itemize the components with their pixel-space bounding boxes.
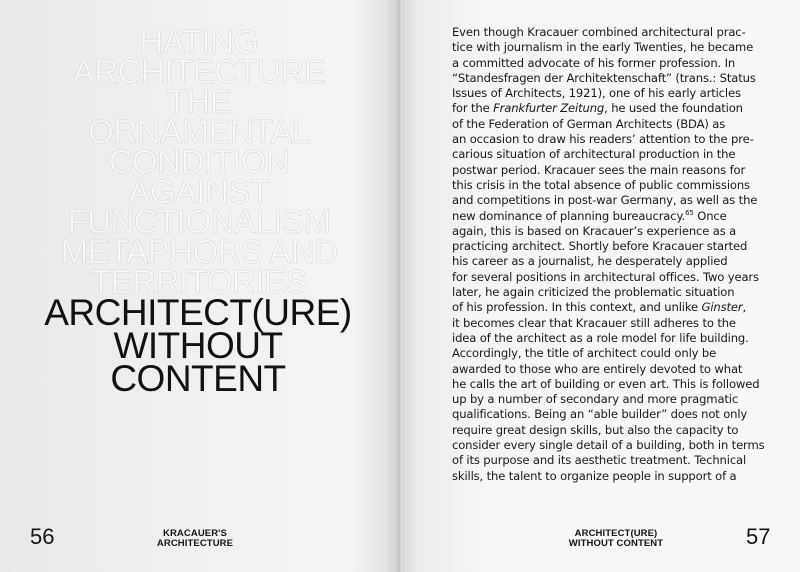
- body-text-line: [452, 392, 782, 407]
- text-run: he calls the art of building or even art. This is followed: [452, 376, 760, 391]
- body-text-line: [452, 316, 782, 331]
- body-text-line: [452, 377, 782, 392]
- body-text-line: [452, 254, 782, 269]
- body-text-line: [452, 132, 782, 147]
- text-run: an occasion to draw his readers’ attention to the pre-: [452, 132, 754, 147]
- text-run: require great design skills, but also the capacity to: [452, 422, 739, 437]
- text-run: practicing architect. Shortly before Kracauer started: [452, 239, 748, 254]
- body-text-line: [452, 40, 782, 55]
- footnote-marker: 65: [685, 208, 694, 217]
- body-text-line: [452, 285, 782, 300]
- body-text-line: [452, 331, 782, 346]
- text-run: awarded to those who are entirely devoted to what: [452, 361, 743, 376]
- body-text-line: [452, 25, 782, 40]
- ghost-chapter-line: CONDITION: [108, 143, 290, 180]
- ghost-chapter-line: ARCHITECTURE: [72, 53, 326, 90]
- body-text-line: [452, 270, 782, 285]
- ghost-chapter-line: METAPHORS AND: [60, 233, 338, 270]
- text-run: later, he again criticized the problematic situation: [452, 285, 735, 300]
- body-text-line: [452, 86, 782, 101]
- text-run: Even though Kracauer combined architectural prac-: [452, 25, 746, 39]
- text-run: qualifications. Being an “able builder” does not only: [452, 407, 748, 422]
- body-text-line: [452, 453, 782, 468]
- body-text-line: [452, 469, 782, 484]
- body-text-line: [452, 438, 782, 453]
- ghost-chapter-line: FUNCTIONALISM: [67, 203, 331, 240]
- text-run: his career as a journalist, he desperately applied: [452, 254, 728, 269]
- body-text-line: [452, 239, 782, 254]
- body-text-line: [452, 71, 782, 86]
- body-text-line: [452, 300, 782, 315]
- body-text-line: [452, 193, 782, 208]
- ghost-chapter-list: [18, 23, 380, 300]
- text-run: “Standesfragen der Architektenschaft” (trans.: Status: [452, 70, 756, 85]
- text-run: new dominance of planning bureaucracy.: [452, 208, 686, 223]
- page-number-right: 57: [746, 524, 771, 549]
- body-text-line: [452, 56, 782, 71]
- ghost-chapter-line: HATING: [139, 23, 259, 60]
- text-run: it becomes clear that Kracauer still adheres to the: [452, 315, 736, 330]
- text-run: of the Federation of German Architects (BDA) as: [452, 116, 726, 131]
- text-run: skills, the talent to organize people in support of a: [452, 468, 737, 483]
- body-text-line: [452, 101, 782, 116]
- chapter-title-line: ARCHITECT(URE): [44, 292, 352, 333]
- body-text-line: [452, 423, 782, 438]
- text-run: idea of the architect as a role model for life building.: [452, 330, 749, 345]
- running-head-left: [130, 529, 260, 549]
- text-run: a committed advocate of his former profession. In: [452, 55, 736, 70]
- italic-title: Ginster: [701, 300, 743, 315]
- italic-title: Frankfurter Zeitung: [493, 101, 605, 116]
- body-text-line: [452, 147, 782, 162]
- text-run: this crisis in the total absence of public commissions: [452, 177, 750, 192]
- chapter-title: [22, 292, 374, 399]
- text-run: again, this is based on Kracauer’s experience as a: [452, 223, 737, 238]
- running-head-line: KRACAUER'S: [163, 528, 227, 539]
- page-number-left: 56: [30, 524, 55, 549]
- chapter-title-line: WITHOUT: [113, 325, 283, 366]
- text-run: of his profession. In this context, and unlike: [452, 300, 702, 315]
- body-text-line: [452, 346, 782, 361]
- text-run: for several positions in architectural offices. Two years: [452, 269, 759, 284]
- body-text-line: [452, 407, 782, 422]
- running-head-right: [546, 529, 686, 549]
- body-text: [452, 25, 782, 484]
- left-page: [0, 0, 398, 572]
- text-run: , he used the foundation: [604, 101, 743, 116]
- text-run: consider every single detail of a building, both in terms: [452, 438, 765, 453]
- chapter-title-line: CONTENT: [110, 358, 286, 399]
- ghost-chapter-line: AGAINST: [128, 173, 270, 210]
- body-text-line: [452, 209, 782, 224]
- body-text-line: [452, 163, 782, 178]
- text-run: for the: [452, 101, 494, 116]
- text-run: Once: [693, 208, 727, 223]
- text-run: of its purpose and its aesthetic treatment. Technical: [452, 453, 747, 468]
- running-head-line: WITHOUT CONTENT: [568, 538, 664, 549]
- text-run: Accordingly, the title of architect could only be: [452, 346, 717, 361]
- text-run: tice with journalism in the early Twenties, he became: [452, 40, 754, 55]
- ghost-chapter-line: THE: [166, 83, 232, 120]
- running-head-line: ARCHITECT(URE): [574, 528, 658, 539]
- text-run: carious situation of architectural production in the: [452, 147, 736, 162]
- body-text-line: [452, 117, 782, 132]
- text-run: Issues of Architects, 1921), one of his early articles: [452, 86, 741, 101]
- ghost-chapter-line: TERRITORIES: [91, 263, 307, 300]
- text-run: up by a number of secondary and more pragmatic: [452, 392, 739, 407]
- ghost-chapter-line: ORNAMENTAL: [88, 113, 310, 150]
- text-run: postwar period. Kracauer sees the main reasons for: [452, 162, 746, 177]
- body-text-line: [452, 362, 782, 377]
- running-head-line: ARCHITECTURE: [156, 538, 234, 549]
- text-run: ,: [742, 300, 747, 315]
- text-run: and competitions in post-war Germany, as well as the: [452, 193, 758, 208]
- body-text-line: [452, 224, 782, 239]
- body-text-line: [452, 178, 782, 193]
